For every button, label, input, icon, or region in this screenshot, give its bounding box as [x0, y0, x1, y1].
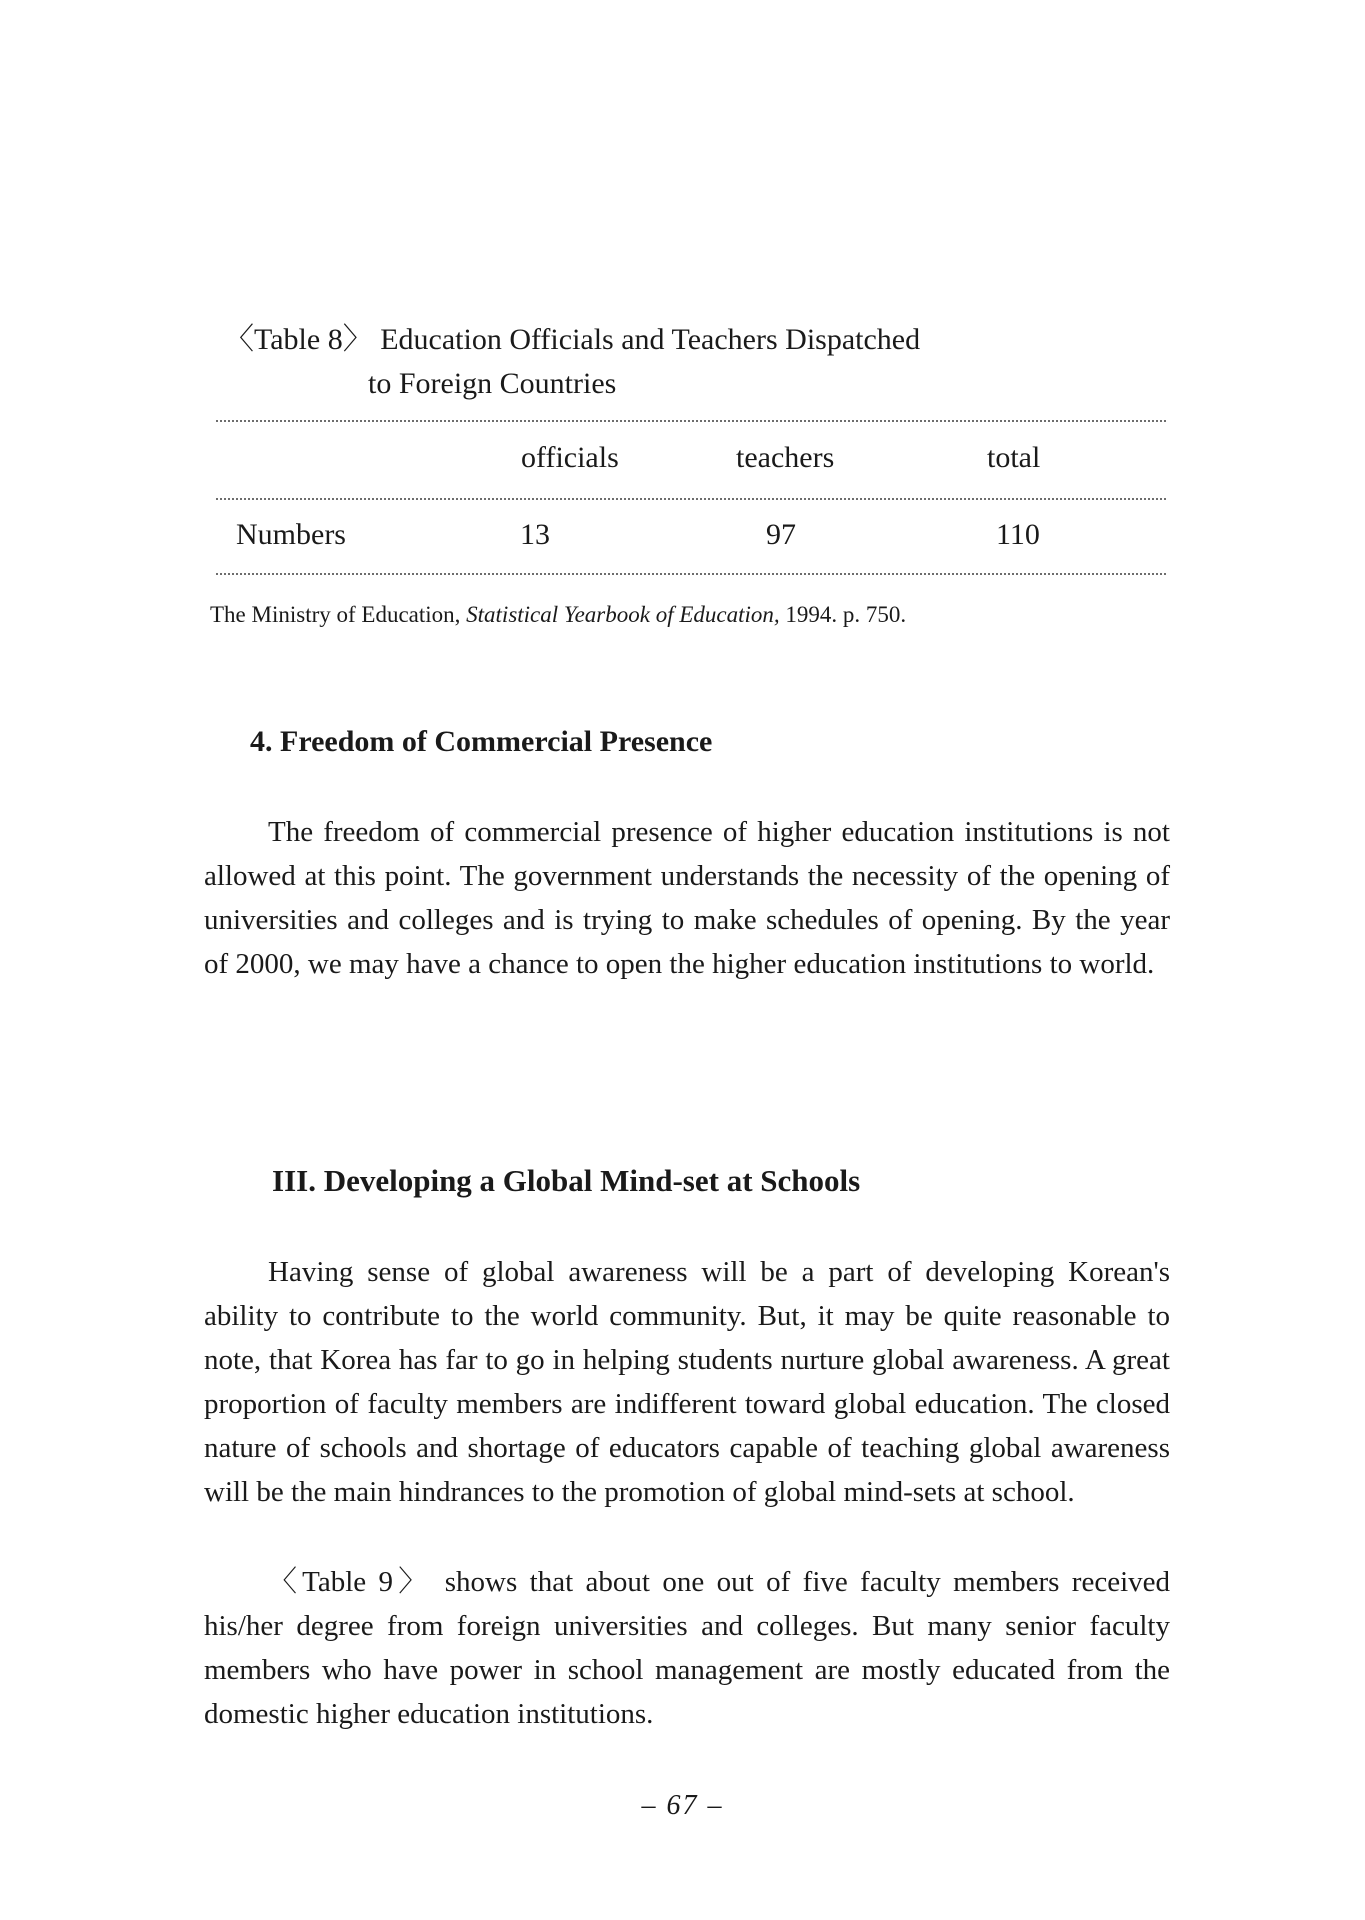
- page-number: – 67 –: [641, 1790, 724, 1821]
- table-source-note: [210, 600, 906, 630]
- table-top-rule: [216, 420, 1166, 422]
- section-3-paragraph-2: 〈Table 9〉 shows that about one out of five faculty members received his/her degree from foreign universities and colleges. But many senior faculty members who have power in school management are mostly educated from the domestic higher education institutions.: [204, 1566, 1170, 1730]
- table-header-officials: officials: [521, 441, 619, 474]
- section-4-heading: 4. Freedom of Commercial Presence: [250, 725, 713, 758]
- source-suffix: 1994. p. 750.: [779, 602, 907, 627]
- table-value-officials: 13: [520, 518, 550, 551]
- section-3-paragraph-1: Having sense of global awareness will be a part of developing Korean's ability to contribute to the world community. But, it may be quite reasonable to note, that Korea has far to go in helping students nurture global awareness. A great proportion of faculty members are indifferent toward global education. The closed nature of schools and shortage of educators capable of teaching global awareness will be the main hindrances to the promotion of global mind-sets at school.: [204, 1256, 1170, 1508]
- table-header-teachers: teachers: [736, 441, 835, 474]
- table-row-label: Numbers: [236, 518, 346, 551]
- table-caption: [224, 318, 920, 406]
- table-header-rule: [216, 498, 1166, 500]
- source-title: Statistical Yearbook of Education,: [466, 602, 780, 627]
- table-value-total: 110: [996, 518, 1040, 551]
- table-value-teachers: 97: [766, 518, 796, 551]
- source-prefix: The Ministry of Education,: [210, 602, 467, 627]
- section-3-heading: III. Developing a Global Mind-set at Schools: [272, 1163, 861, 1198]
- table-caption-line-1: 〈Table 8〉 Education Officials and Teachers Dispatched: [224, 323, 921, 356]
- table-bottom-rule: [216, 573, 1166, 575]
- table-header-total: total: [987, 441, 1041, 474]
- section-4-paragraph: The freedom of commercial presence of higher education institutions is not allowed at this point. The government understands the necessity of the opening of universities and colleges and is trying to make schedules of opening. By the year of 2000, we may have a chance to open the higher education institutions to world.: [204, 816, 1170, 980]
- table-caption-line-2: to Foreign Countries: [368, 367, 617, 400]
